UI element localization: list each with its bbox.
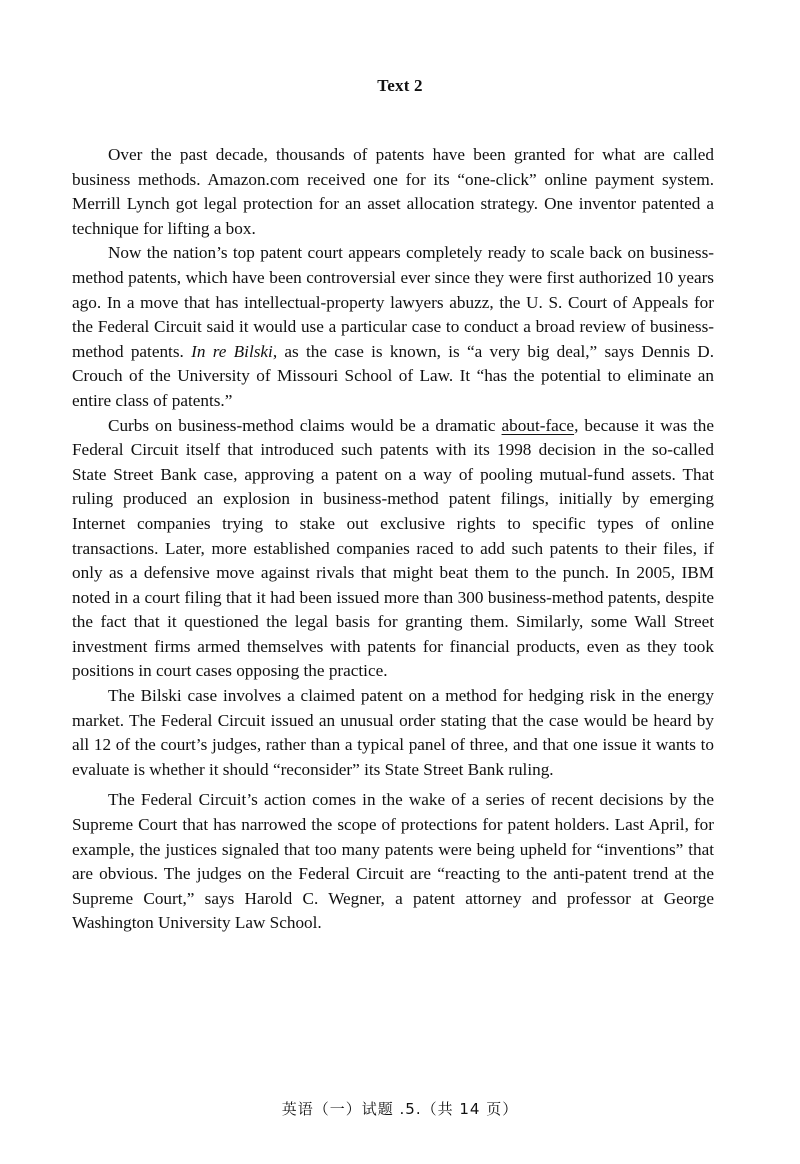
paragraph-1-text: Over the past decade, thousands of patents have been granted for what are called business methods. Amazon.com received one for its “one-click” online payment system. Merrill Lynch got legal protection for an asset allocation strategy. One inventor patented a technique for lifting a box.	[72, 145, 714, 238]
paragraph-3	[72, 414, 714, 685]
paragraph-3-text-b: , because it was the Federal Circuit itself that introduced such patents with its 1998 decision in the so-called State Street Bank case, approving a patent on a way of pooling mutual-fund assets. That ruling produced an explosion in business-method patent filings, initially by emerging Internet companies trying to stake out exclusive rights to specific types of online transactions. Later, more established companies raced to add such patents to their files, if only as a defensive move against rivals that might beat them to the punch. In 2005, IBM noted in a court filing that it had been issued more than 300 business-method patents, despite the fact that it questioned the legal basis for granting them. Similarly, some Wall Street investment firms armed themselves with patents for financial products, even as they took positions in court cases opposing the practice.	[72, 415, 715, 681]
paragraph-3-text-a: Curbs on business-method claims would be a dramatic	[108, 415, 496, 435]
passage-body	[72, 143, 714, 936]
paragraph-2	[72, 241, 714, 413]
paragraph-4-text: The Bilski case involves a claimed patent on a method for hedging risk in the energy market. The Federal Circuit issued an unusual order stating that the case would be heard by all 12 of the court’s judges, rather than a typical panel of three, and that one issue it wants to evaluate is whether it should “reconsider” its State Street Bank ruling.	[72, 686, 714, 779]
underlined-term: about-face	[501, 415, 575, 435]
paragraph-4	[72, 684, 714, 782]
paragraph-5-text: The Federal Circuit’s action comes in the wake of a series of recent decisions by the Supreme Court that has narrowed the scope of protections for patent holders. Last April, for example, the justices signaled that too many patents were being upheld for “inventions” that are obvious. The judges on the Federal Circuit are “reacting to the anti-patent trend at the Supreme Court,” says Harold C. Wegner, a patent attorney and professor at George Washington University Law School.	[72, 790, 714, 933]
paragraph-5	[72, 788, 714, 936]
case-name-italic: In re Bilski	[191, 341, 273, 361]
paragraph-2-text-a: Now the nation’s top patent court appears completely ready to scale back on business-method patents, which have been controversial ever since they were first authorized 10 years ago. In a move that has intellectual-property lawyers abuzz, the U. S. Court of Appeals for the Federal Circuit said it would use a particular case to conduct a broad review of business-method patents.	[72, 243, 714, 361]
paragraph-1	[72, 143, 714, 241]
page-title: Text 2	[377, 76, 423, 95]
page-footer: 英语（一）试题 .5.（共 14 页）	[281, 1100, 519, 1118]
paragraph-2-text-b: , as the case is known, is “a very big deal,” says Dennis D. Crouch of the University of Missouri School of Law. It “has the potential to eliminate an entire class of patents.”	[72, 341, 715, 410]
